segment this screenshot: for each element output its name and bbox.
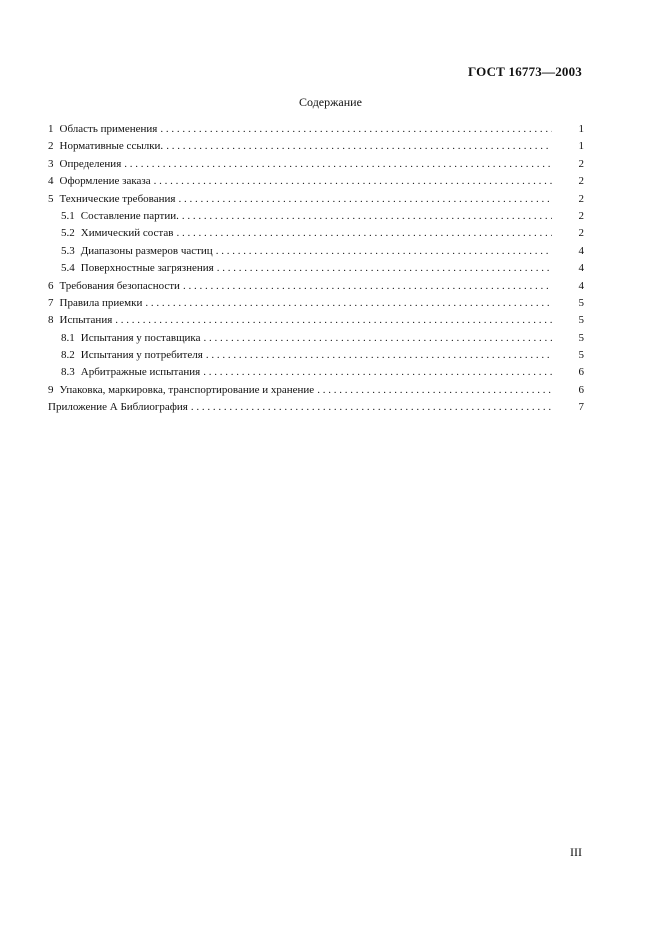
toc-entry-number: 8.3: [61, 366, 75, 379]
toc-entry-title: Оформление заказа: [59, 175, 151, 188]
toc-entry-number: 8.1: [61, 331, 75, 344]
toc-leader-dots: [183, 278, 552, 295]
toc-entry-title: Арбитражные испытания: [80, 366, 201, 379]
toc-entry[interactable]: [48, 156, 584, 173]
toc-entry[interactable]: [48, 225, 584, 242]
toc-entry-page: 5: [578, 331, 584, 344]
toc-entry-page: 4: [578, 279, 584, 292]
toc-entry-number: 8.2: [61, 349, 75, 362]
toc-leader-dots: [217, 260, 552, 277]
toc-leader-dots: [160, 121, 552, 138]
toc-leader-dots: [317, 382, 552, 399]
toc-entry-number: 5.3: [61, 244, 75, 257]
toc-leader-dots: [115, 312, 552, 329]
toc-leader-dots: [166, 138, 552, 155]
toc-entry-number: 3: [48, 157, 54, 170]
toc-entry-title: Требования безопасности: [59, 279, 180, 292]
toc-entry-page: 1: [578, 140, 584, 153]
toc-leader-dots: [216, 243, 552, 260]
toc-entry-number: 2: [48, 140, 54, 153]
table-of-contents: [48, 121, 584, 417]
toc-entry-page: 4: [578, 262, 584, 275]
toc-entry[interactable]: [48, 295, 584, 312]
toc-entry-page: 1: [578, 123, 584, 135]
toc-entry-title: Упаковка, маркировка, транспортирование и хранение: [59, 383, 315, 396]
toc-entry-number: 5.1: [61, 209, 75, 222]
toc-entry-number: 5.4: [61, 262, 75, 275]
toc-entry-title: Химический состав: [80, 227, 174, 240]
toc-title: Содержание: [299, 95, 362, 109]
toc-leader-dots: [191, 399, 552, 416]
toc-entry-number: 1: [48, 123, 54, 135]
toc-entry-number: 5.2: [61, 227, 75, 240]
toc-entry-page: 7: [578, 401, 584, 414]
toc-entry-page: 2: [578, 175, 584, 188]
toc-leader-dots: [145, 295, 552, 312]
toc-entry-page: 5: [578, 349, 584, 362]
toc-entry-title: Область применения: [59, 123, 158, 135]
toc-entry-title: Правила приемки: [59, 296, 143, 309]
toc-entry-number: 6: [48, 279, 54, 292]
toc-entry-page: 2: [578, 209, 584, 222]
toc-entry-title: Технические требования: [59, 192, 176, 205]
toc-entry[interactable]: [48, 278, 584, 295]
toc-entry-title: Определения: [59, 157, 122, 170]
toc-entry-page: 2: [578, 227, 584, 240]
toc-entry-title: Приложение А Библиография: [48, 401, 188, 414]
toc-entry-title: Поверхностные загрязнения: [80, 262, 214, 275]
toc-entry[interactable]: [48, 243, 584, 260]
toc-entry-page: 2: [578, 157, 584, 170]
toc-leader-dots: [176, 225, 552, 242]
toc-entry-page: 6: [578, 366, 584, 379]
toc-entry-title: Испытания: [59, 314, 113, 327]
toc-entry[interactable]: [48, 260, 584, 277]
toc-entry-title: Диапазоны размеров частиц: [80, 244, 213, 257]
toc-entry[interactable]: [48, 138, 584, 155]
toc-entry[interactable]: [48, 173, 584, 190]
toc-entry-title: Испытания у поставщика: [80, 331, 201, 344]
toc-leader-dots: [203, 364, 552, 381]
toc-entry-title: Нормативные ссылки.: [59, 140, 164, 153]
toc-leader-dots: [178, 191, 552, 208]
page-number: III: [570, 845, 582, 859]
toc-entry-number: 5: [48, 192, 54, 205]
toc-entry[interactable]: [48, 330, 584, 347]
toc-leader-dots: [206, 347, 552, 364]
toc-entry-page: 5: [578, 314, 584, 327]
toc-entry[interactable]: [48, 399, 584, 416]
toc-entry[interactable]: [48, 208, 584, 225]
toc-entry-number: 4: [48, 175, 54, 188]
toc-entry-title: Испытания у потребителя: [80, 349, 203, 362]
toc-entry-number: 7: [48, 296, 54, 309]
toc-entry[interactable]: [48, 191, 584, 208]
toc-entry-title: Составление партии.: [80, 209, 179, 222]
toc-entry[interactable]: [48, 364, 584, 381]
toc-leader-dots: [154, 173, 552, 190]
toc-entry-number: 8: [48, 314, 54, 327]
toc-entry-number: 9: [48, 383, 54, 396]
toc-entry[interactable]: [48, 312, 584, 329]
toc-leader-dots: [204, 330, 553, 347]
toc-entry-page: 4: [578, 244, 584, 257]
toc-entry[interactable]: [48, 347, 584, 364]
toc-leader-dots: [182, 208, 552, 225]
toc-entry[interactable]: [48, 382, 584, 399]
toc-entry[interactable]: [48, 121, 584, 138]
standard-code: ГОСТ 16773—2003: [467, 64, 582, 79]
toc-entry-page: 2: [578, 192, 584, 205]
toc-entry-page: 5: [578, 296, 584, 309]
toc-entry-page: 6: [578, 383, 584, 396]
toc-leader-dots: [124, 156, 552, 173]
